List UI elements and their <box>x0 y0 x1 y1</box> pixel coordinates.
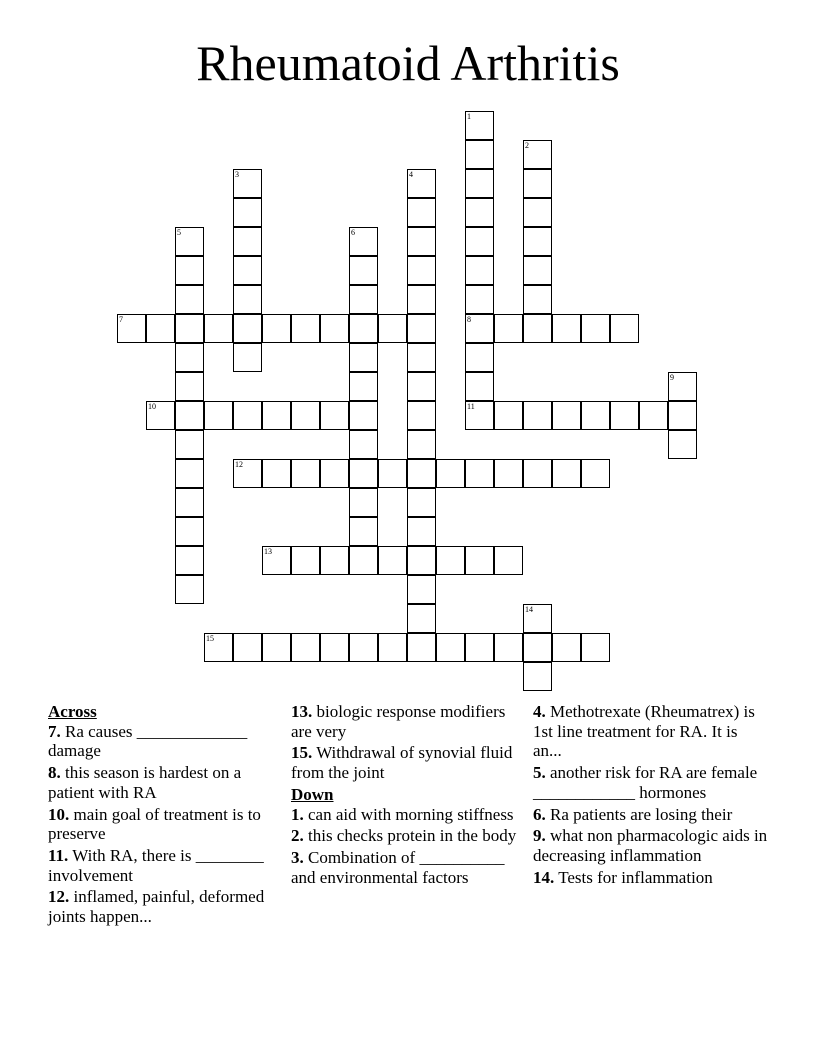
grid-cell[interactable] <box>581 633 610 662</box>
grid-cell[interactable] <box>581 459 610 488</box>
grid-cell[interactable] <box>523 662 552 691</box>
clue-number: 6. <box>533 804 546 824</box>
grid-cell[interactable] <box>175 285 204 314</box>
clue-text: biologic response modifiers are very <box>291 702 506 741</box>
grid-cell[interactable] <box>407 198 436 227</box>
grid-cell[interactable] <box>465 227 494 256</box>
clue-number-label: 7 <box>119 315 123 324</box>
grid-cell[interactable] <box>262 459 291 488</box>
grid-cell[interactable] <box>291 401 320 430</box>
clue-item <box>291 848 527 887</box>
clue-item <box>533 763 769 802</box>
grid-cell[interactable] <box>233 169 262 198</box>
clue-number: 11. <box>48 845 69 865</box>
grid-cell[interactable] <box>175 517 204 546</box>
grid-cell[interactable] <box>175 343 204 372</box>
clue-number-label: 10 <box>148 402 156 411</box>
grid-cell[interactable] <box>610 314 639 343</box>
grid-cell[interactable] <box>262 314 291 343</box>
clue-text: what non pharmacologic aids in decreasing inflammation <box>533 826 768 865</box>
grid-cell[interactable] <box>465 198 494 227</box>
clue-text: Tests for inflammation <box>554 867 713 887</box>
down-header: Down <box>291 784 334 804</box>
clue-number: 1. <box>291 804 304 824</box>
grid-cell[interactable] <box>320 314 349 343</box>
grid-cell[interactable] <box>523 140 552 169</box>
grid-cell[interactable] <box>581 314 610 343</box>
grid-cell[interactable] <box>175 372 204 401</box>
grid-cell[interactable] <box>349 401 378 430</box>
grid-cell[interactable] <box>320 459 349 488</box>
grid-cell[interactable] <box>581 401 610 430</box>
grid-cell[interactable] <box>494 633 523 662</box>
grid-cell[interactable] <box>523 169 552 198</box>
clue-item <box>48 763 284 802</box>
grid-cell[interactable] <box>465 633 494 662</box>
grid-cell[interactable] <box>175 575 204 604</box>
grid-cell[interactable] <box>552 633 581 662</box>
grid-cell[interactable] <box>465 111 494 140</box>
grid-cell[interactable] <box>320 633 349 662</box>
clue-number: 9. <box>533 826 546 846</box>
grid-cell[interactable] <box>378 546 407 575</box>
clue-item <box>48 722 284 761</box>
clue-text: can aid with morning stiffness <box>303 804 514 824</box>
grid-cell[interactable] <box>407 430 436 459</box>
clue-item <box>48 846 284 885</box>
grid-cell[interactable] <box>465 314 494 343</box>
grid-cell[interactable] <box>407 285 436 314</box>
grid-cell[interactable] <box>407 343 436 372</box>
clue-number-label: 6 <box>351 228 355 237</box>
clue-number: 3. <box>291 847 304 867</box>
grid-cell[interactable] <box>204 633 233 662</box>
grid-cell[interactable] <box>349 546 378 575</box>
grid-cell[interactable] <box>523 285 552 314</box>
grid-cell[interactable] <box>175 546 204 575</box>
clue-number-label: 14 <box>525 605 533 614</box>
grid-cell[interactable] <box>407 604 436 633</box>
grid-cell[interactable] <box>523 459 552 488</box>
clue-number-label: 13 <box>264 547 272 556</box>
clue-text: With RA, there is ________ involvement <box>48 845 264 885</box>
grid-cell[interactable] <box>262 401 291 430</box>
grid-cell[interactable] <box>610 401 639 430</box>
clue-number-label: 12 <box>235 460 243 469</box>
clue-text: Ra causes _____________ damage <box>48 721 248 761</box>
grid-cell[interactable] <box>465 285 494 314</box>
grid-cell[interactable] <box>146 401 175 430</box>
grid-cell[interactable] <box>117 314 146 343</box>
grid-cell[interactable] <box>668 372 697 401</box>
grid-cell[interactable] <box>349 488 378 517</box>
clue-number: 13. <box>291 702 313 721</box>
grid-cell[interactable] <box>407 372 436 401</box>
grid-cell[interactable] <box>291 459 320 488</box>
clue-number-label: 9 <box>670 373 674 382</box>
puzzle-title: Rheumatoid Arthritis <box>196 35 620 91</box>
clue-item <box>291 805 527 825</box>
clue-number-label: 5 <box>177 228 181 237</box>
clue-number: 10. <box>48 804 70 824</box>
grid-cell[interactable] <box>407 314 436 343</box>
clue-text: main goal of treatment is to preserve <box>48 804 261 844</box>
grid-cell[interactable] <box>407 401 436 430</box>
grid-cell[interactable] <box>523 256 552 285</box>
grid-cell[interactable] <box>291 546 320 575</box>
grid-cell[interactable] <box>175 430 204 459</box>
clue-item <box>48 887 284 926</box>
grid-cell[interactable] <box>233 256 262 285</box>
grid-cell[interactable] <box>349 256 378 285</box>
grid-cell[interactable] <box>146 314 175 343</box>
grid-cell[interactable] <box>233 314 262 343</box>
clue-number-label: 3 <box>235 170 239 179</box>
clue-number-label: 8 <box>467 315 471 324</box>
grid-cell[interactable] <box>436 546 465 575</box>
grid-cell[interactable] <box>465 546 494 575</box>
grid-cell[interactable] <box>523 314 552 343</box>
clue-text: Ra patients are losing their <box>545 804 733 824</box>
grid-cell[interactable] <box>465 372 494 401</box>
grid-cell[interactable] <box>407 227 436 256</box>
grid-cell[interactable] <box>465 401 494 430</box>
clue-text: this checks protein in the body <box>303 826 517 846</box>
grid-cell[interactable] <box>291 314 320 343</box>
grid-cell[interactable] <box>407 169 436 198</box>
grid-cell[interactable] <box>320 546 349 575</box>
grid-cell[interactable] <box>407 517 436 546</box>
grid-cell[interactable] <box>349 227 378 256</box>
grid-cell[interactable] <box>552 459 581 488</box>
grid-cell[interactable] <box>175 488 204 517</box>
grid-cell[interactable] <box>523 604 552 633</box>
clues-column-3 <box>533 702 769 889</box>
grid-cell[interactable] <box>523 198 552 227</box>
grid-cell[interactable] <box>175 314 204 343</box>
grid-cell[interactable] <box>407 488 436 517</box>
grid-cell[interactable] <box>233 227 262 256</box>
grid-cell[interactable] <box>233 401 262 430</box>
grid-cell[interactable] <box>349 517 378 546</box>
grid-cell[interactable] <box>465 343 494 372</box>
clue-item <box>533 868 769 888</box>
grid-cell[interactable] <box>204 314 233 343</box>
grid-cell[interactable] <box>494 401 523 430</box>
grid-cell[interactable] <box>494 546 523 575</box>
grid-cell[interactable] <box>494 459 523 488</box>
grid-cell[interactable] <box>349 343 378 372</box>
clue-text: another risk for RA are female ____________ hormones <box>533 763 758 802</box>
grid-cell[interactable] <box>291 633 320 662</box>
clue-number: 4. <box>533 702 546 721</box>
grid-cell[interactable] <box>523 633 552 662</box>
clue-item <box>291 826 527 846</box>
grid-cell[interactable] <box>349 633 378 662</box>
grid-cell[interactable] <box>233 343 262 372</box>
grid-cell[interactable] <box>407 459 436 488</box>
clue-text: inflamed, painful, deformed joints happen... <box>48 887 265 927</box>
grid-cell[interactable] <box>523 227 552 256</box>
grid-cell[interactable] <box>465 459 494 488</box>
grid-cell[interactable] <box>349 285 378 314</box>
grid-cell[interactable] <box>233 459 262 488</box>
clue-item <box>48 805 284 844</box>
grid-cell[interactable] <box>668 430 697 459</box>
across-header: Across <box>48 702 97 721</box>
grid-cell[interactable] <box>349 314 378 343</box>
clues-column-1 <box>48 702 284 929</box>
clue-item <box>533 702 769 761</box>
grid-cell[interactable] <box>204 401 233 430</box>
grid-cell[interactable] <box>233 285 262 314</box>
grid-cell[interactable] <box>465 256 494 285</box>
clue-item <box>533 805 769 825</box>
grid-cell[interactable] <box>494 314 523 343</box>
grid-cell[interactable] <box>233 198 262 227</box>
grid-cell[interactable] <box>407 546 436 575</box>
grid-cell[interactable] <box>407 633 436 662</box>
grid-cell[interactable] <box>465 169 494 198</box>
clue-text: Methotrexate (Rheumatrex) is 1st line treatment for RA. It is an... <box>533 702 755 761</box>
clue-number: 12. <box>48 887 70 907</box>
grid-cell[interactable] <box>436 459 465 488</box>
grid-cell[interactable] <box>262 546 291 575</box>
grid-cell[interactable] <box>175 227 204 256</box>
clue-number: 15. <box>291 743 313 763</box>
grid-cell[interactable] <box>407 575 436 604</box>
grid-cell[interactable] <box>175 256 204 285</box>
grid-cell[interactable] <box>320 401 349 430</box>
grid-cell[interactable] <box>349 430 378 459</box>
grid-cell[interactable] <box>436 633 465 662</box>
grid-cell[interactable] <box>552 401 581 430</box>
grid-cell[interactable] <box>552 314 581 343</box>
clue-number-label: 2 <box>525 141 529 150</box>
grid-cell[interactable] <box>349 372 378 401</box>
grid-cell[interactable] <box>262 633 291 662</box>
grid-cell[interactable] <box>233 633 262 662</box>
clue-item <box>533 826 769 865</box>
clue-number: 2. <box>291 826 304 846</box>
clue-number-label: 1 <box>467 112 471 121</box>
clue-text: Withdrawal of synovial fluid from the joint <box>291 743 513 783</box>
grid-cell[interactable] <box>407 256 436 285</box>
grid-cell[interactable] <box>175 401 204 430</box>
grid-cell[interactable] <box>465 140 494 169</box>
clue-text: Combination of __________ and environmental factors <box>291 847 505 887</box>
clue-item <box>291 743 527 782</box>
grid-cell[interactable] <box>378 633 407 662</box>
clues-column-2 <box>291 702 527 889</box>
grid-cell[interactable] <box>639 401 668 430</box>
clue-number-label: 11 <box>467 402 475 411</box>
clue-number-label: 15 <box>206 634 214 643</box>
grid-cell[interactable] <box>175 459 204 488</box>
clue-number: 14. <box>533 867 555 887</box>
clue-item <box>291 702 527 741</box>
clue-number-label: 4 <box>409 170 413 179</box>
clue-number: 8. <box>48 763 61 783</box>
grid-cell[interactable] <box>378 459 407 488</box>
grid-cell[interactable] <box>668 401 697 430</box>
clue-text: this season is hardest on a patient with RA <box>48 763 242 802</box>
grid-cell[interactable] <box>523 401 552 430</box>
grid-cell[interactable] <box>378 314 407 343</box>
grid-cell[interactable] <box>349 459 378 488</box>
clue-number: 7. <box>48 721 61 741</box>
clue-number: 5. <box>533 763 546 783</box>
